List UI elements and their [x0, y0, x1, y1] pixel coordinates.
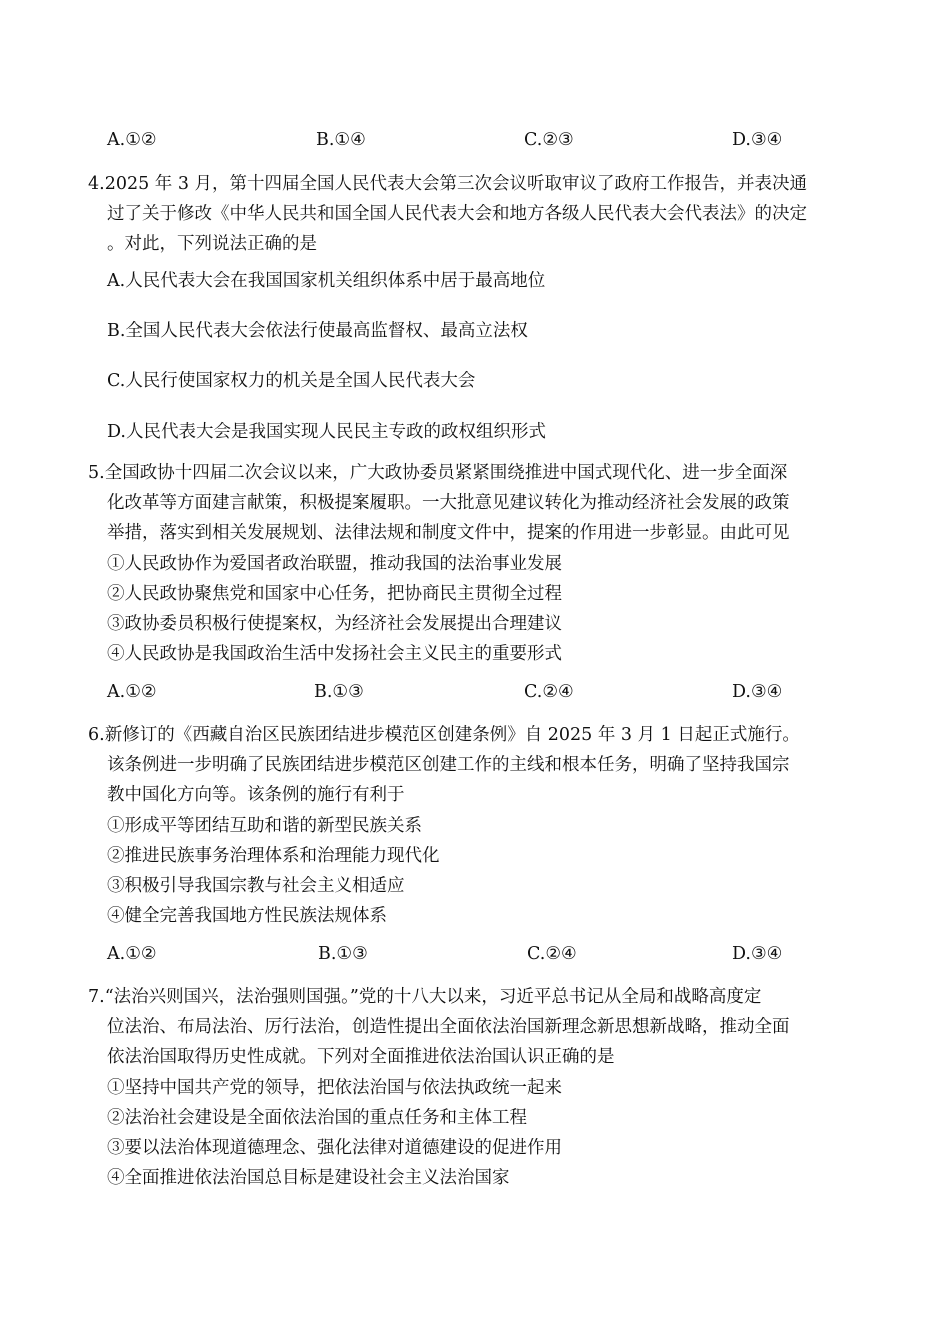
- q5-item-3: ③政协委员积极行使提案权，为经济社会发展提出合理建议: [107, 614, 562, 634]
- q4-stem-line-2: 过了关于修改《中华人民共和国全国人民代表大会和地方各级人民代表大会代表法》的决定: [107, 204, 807, 224]
- q7-item-3: ③要以法治体现道德理念、强化法律对道德建设的促进作用: [107, 1138, 562, 1158]
- q6-stem-line-1: 6.新修订的《西藏自治区民族团结进步模范区创建条例》自 2025 年 3 月 1 日起正式施行。: [88, 725, 800, 745]
- q5-stem-line-2: 化改革等方面建言献策，积极提案履职。一大批意见建议转化为推动经济社会发展的政策: [107, 493, 790, 513]
- q5-stem-line-3: 举措，落实到相关发展规划、法律法规和制度文件中，提案的作用进一步彰显。由此可见: [107, 523, 790, 543]
- q4-stem-line-3: 。对此，下列说法正确的是: [107, 234, 317, 254]
- q6-stem-line-2: 该条例进一步明确了民族团结进步模范区创建工作的主线和根本任务，明确了坚持我国宗: [107, 755, 790, 775]
- q5-choices: [0, 680, 950, 704]
- q4-option-c[interactable]: C.人民行使国家权力的机关是全国人民代表大会: [107, 371, 476, 391]
- q3-choices: [0, 128, 950, 152]
- q6-stem-line-3: 教中国化方向等。该条例的施行有利于: [107, 785, 405, 805]
- q4-option-d[interactable]: D.人民代表大会是我国实现人民民主专政的政权组织形式: [107, 422, 546, 442]
- q5-choice-c[interactable]: C.②④: [524, 682, 574, 702]
- q6-item-1: ①形成平等团结互助和谐的新型民族关系: [107, 816, 422, 836]
- q3-choice-d[interactable]: D.③④: [732, 130, 783, 150]
- q7-stem-line-3: 依法治国取得历史性成就。下列对全面推进依法治国认识正确的是: [107, 1047, 615, 1067]
- q6-choices: [0, 942, 950, 966]
- q6-item-2: ②推进民族事务治理体系和治理能力现代化: [107, 846, 440, 866]
- q6-item-4: ④健全完善我国地方性民族法规体系: [107, 906, 387, 926]
- q5-choice-d[interactable]: D.③④: [732, 682, 783, 702]
- q6-choice-d[interactable]: D.③④: [732, 944, 783, 964]
- q5-item-1: ①人民政协作为爱国者政治联盟，推动我国的法治事业发展: [107, 554, 562, 574]
- q6-choice-b[interactable]: B.①③: [318, 944, 368, 964]
- q5-item-2: ②人民政协聚焦党和国家中心任务，把协商民主贯彻全过程: [107, 584, 562, 604]
- q3-choice-b[interactable]: B.①④: [316, 130, 366, 150]
- q6-choice-c[interactable]: C.②④: [527, 944, 577, 964]
- q5-item-4: ④人民政协是我国政治生活中发扬社会主义民主的重要形式: [107, 644, 562, 664]
- q7-item-2: ②法治社会建设是全面依法治国的重点任务和主体工程: [107, 1108, 527, 1128]
- q6-item-3: ③积极引导我国宗教与社会主义相适应: [107, 876, 405, 896]
- q6-choice-a[interactable]: A.①②: [107, 944, 157, 964]
- q7-stem-line-1: 7.“法治兴则国兴，法治强则国强。”党的十八大以来，习近平总书记从全局和战略高度定: [88, 987, 762, 1007]
- q4-stem-line-1: 4.2025 年 3 月，第十四届全国人民代表大会第三次会议听取审议了政府工作报告，并表决通: [88, 174, 808, 194]
- q5-choice-b[interactable]: B.①③: [314, 682, 364, 702]
- q3-choice-a[interactable]: A.①②: [107, 130, 157, 150]
- q4-option-a[interactable]: A.人民代表大会在我国国家机关组织体系中居于最高地位: [107, 271, 546, 291]
- q4-option-b[interactable]: B.全国人民代表大会依法行使最高监督权、最高立法权: [107, 321, 528, 341]
- q7-item-1: ①坚持中国共产党的领导，把依法治国与依法执政统一起来: [107, 1078, 562, 1098]
- q7-item-4: ④全面推进依法治国总目标是建设社会主义法治国家: [107, 1168, 510, 1188]
- q3-choice-c[interactable]: C.②③: [524, 130, 574, 150]
- q5-choice-a[interactable]: A.①②: [107, 682, 157, 702]
- q5-stem-line-1: 5.全国政协十四届二次会议以来，广大政协委员紧紧围绕推进中国式现代化、进一步全面深: [88, 463, 788, 483]
- q7-stem-line-2: 位法治、布局法治、厉行法治，创造性提出全面依法治国新理念新思想新战略，推动全面: [107, 1017, 790, 1037]
